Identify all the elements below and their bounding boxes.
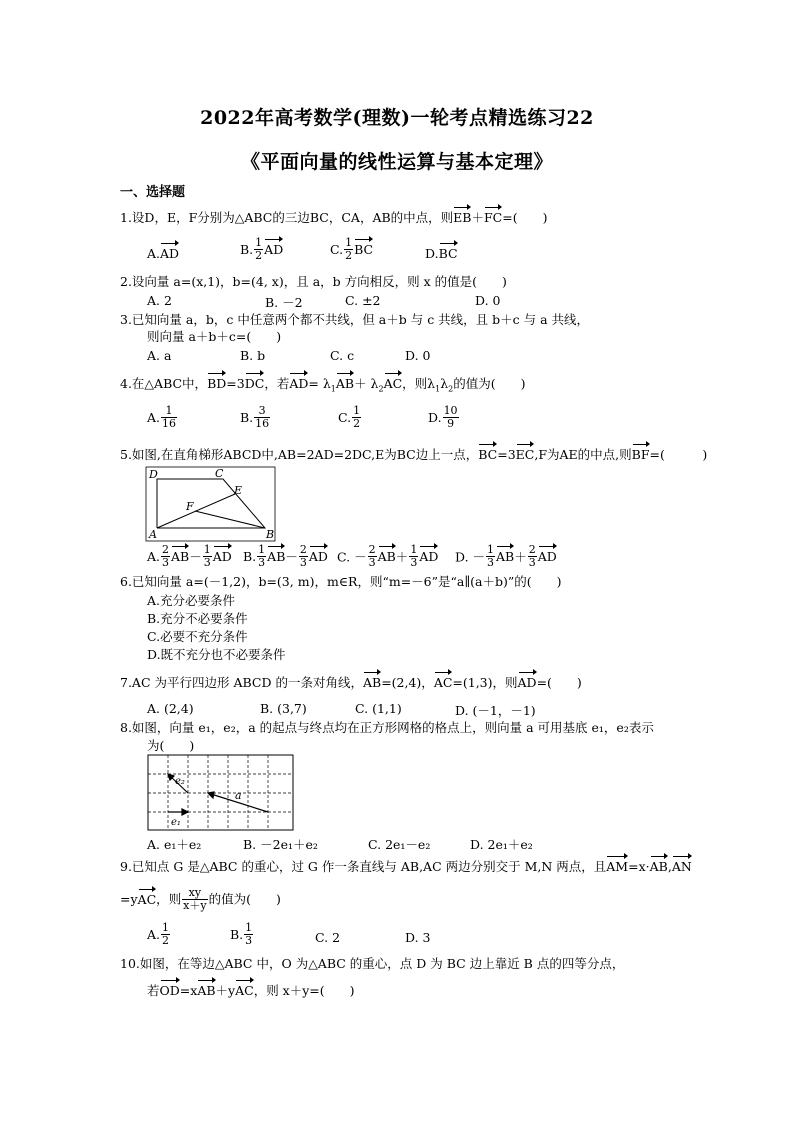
q7-option-b: B. (3,7) <box>260 701 307 716</box>
question-8-line2: 为( ) <box>147 738 195 753</box>
q1-option-d: D.BC <box>425 246 458 261</box>
q3-option-a: A. a <box>147 348 172 363</box>
q4-option-d: D. $\frac{10}{9}$ <box>428 404 458 430</box>
label-a: a <box>235 789 242 802</box>
q1-vec-eb: EB <box>453 210 472 225</box>
question-9-line1: 9.已知点 G 是△ABC 的重心，过 G 作一条直线与 AB,AC 两边分别交于 M,N 两点，且AM=x·AB,AN <box>120 859 692 874</box>
q5-option-a: A. $\frac{2}{3}$ AB－ $\frac{1}{3}$ AD <box>147 543 232 569</box>
q5-option-c: C. － $\frac{2}{3}$ AB＋ $\frac{1}{3}$ AD <box>337 543 439 569</box>
question-10-line2: 若OD=xAB＋yAC，则 x＋y=( ) <box>147 983 355 998</box>
question-1 <box>120 210 547 226</box>
q4-option-b: B. $\frac{3}{16}$ <box>240 404 270 430</box>
q2-option-b: B. －2 <box>265 295 303 310</box>
q8-option-b: B. －2e₁＋e₂ <box>243 837 318 852</box>
question-5: 5.如图,在直角梯形ABCD中,AB=2AD=2DC,E为BC边上一点，BC=3EC,F为AE的中点,则BF=( ) <box>120 447 708 462</box>
q1-text: 1.设D，E，F分别为△ABC的三边BC，CA，AB的中点，则 <box>120 210 454 225</box>
q1-option-a: A.AD <box>147 246 180 261</box>
q8-option-d: D. 2e₁＋e₂ <box>470 837 533 852</box>
q1-option-c: C. $\frac{1}{2}$ BC <box>330 236 374 262</box>
q2-option-a: A. 2 <box>147 293 172 308</box>
page-subtitle: 《平面向量的线性运算与基本定理》 <box>240 151 553 173</box>
q9-option-d: D. 3 <box>405 930 431 945</box>
q5-option-b: B. $\frac{1}{3}$ AB－ $\frac{2}{3}$ AD <box>243 543 328 569</box>
q6-option-a: A.充分必要条件 <box>147 593 236 608</box>
q8-option-a: A. e₁＋e₂ <box>147 837 202 852</box>
grid-figure <box>147 754 294 831</box>
section-heading: 一、选择题 <box>120 185 186 200</box>
question-3-line2: 则向量 a＋b＋c=( ) <box>147 329 282 344</box>
q7-option-a: A. (2,4) <box>147 701 194 716</box>
label-f: F <box>186 500 194 513</box>
q4-option-a: A. $\frac{1}{16}$ <box>147 404 177 430</box>
question-7: 7.AC 为平行四边形 ABCD 的一条对角线，AB=(2,4)，AC=(1,3)，则AD=( ) <box>120 675 582 690</box>
question-6: 6.已知向量 a=(－1,2)，b=(3, m)，m∈R，则“m=－6”是“a∥(a＋b)”的( ) <box>120 574 562 589</box>
q9-option-a: A. $\frac{1}{2}$ <box>147 921 170 947</box>
q6-option-d: D.既不充分也不必要条件 <box>147 647 286 662</box>
label-d: D <box>149 468 158 481</box>
question-3-line1: 3.已知向量 a，b，c 中任意两个都不共线，但 a＋b 与 c 共线，且 b＋c 与 a 共线， <box>120 312 590 327</box>
question-8-line1: 8.如图，向量 e₁，e₂，a 的起点与终点均在正方形网格的格点上，则向量 a 可用基底 e₁，e₂表示 <box>120 720 654 735</box>
question-9-line2: =yAC，则 $\frac{xy}{x+y}$ 的值为( ) <box>120 886 281 912</box>
label-e1: e₁ <box>171 817 181 828</box>
question-2: 2.设向量 a=(x,1)，b=(4, x)，且 a，b 方向相反，则 x 的值是( ) <box>120 274 507 289</box>
q3-option-d: D. 0 <box>405 348 431 363</box>
q3-option-b: B. b <box>240 348 266 363</box>
q9-option-c: C. 2 <box>315 930 341 945</box>
label-a: A <box>149 528 157 541</box>
q7-option-c: C. (1,1) <box>355 701 402 716</box>
label-b: B <box>266 528 275 541</box>
q5-option-d: D. － $\frac{1}{3}$ AB＋ $\frac{2}{3}$ AD <box>455 543 557 569</box>
label-e2: e₂ <box>175 776 185 787</box>
q1-vec-fc: FC <box>483 210 503 225</box>
q6-option-c: C.必要不充分条件 <box>147 629 248 644</box>
q3-option-c: C. c <box>330 348 355 363</box>
q7-option-d: D. (－1，－1) <box>455 703 536 718</box>
q8-option-c: C. 2e₁－e₂ <box>368 837 431 852</box>
q1-plus: ＋ <box>471 210 484 225</box>
label-e: E <box>234 484 243 497</box>
q4-option-c: C. $\frac{1}{2}$ <box>338 404 361 430</box>
question-10-line1: 10.如图，在等边△ABC 中，O 为△ABC 的重心，点 D 为 BC 边上靠近 B 点的四等分点， <box>120 956 625 971</box>
q2-option-d: D. 0 <box>475 293 501 308</box>
q6-option-b: B.充分不必要条件 <box>147 611 248 626</box>
q9-option-b: B. $\frac{1}{3}$ <box>230 921 253 947</box>
label-c: C <box>215 467 224 480</box>
trapezoid-figure <box>145 466 277 542</box>
q2-option-c: C. ±2 <box>345 293 381 308</box>
q1-option-b: B. $\frac{1}{2}$ AD <box>240 236 284 262</box>
question-4: 4.在△ABC中，BD=3DC，若$AD= \lambda_1AB+ \lambda_2AC$，则$\lambda_1\lambda_2$的值为( ) <box>120 376 526 394</box>
page-title: 2022年高考数学(理数)一轮考点精选练习22 <box>200 107 594 129</box>
q1-end: =( ) <box>502 210 548 225</box>
